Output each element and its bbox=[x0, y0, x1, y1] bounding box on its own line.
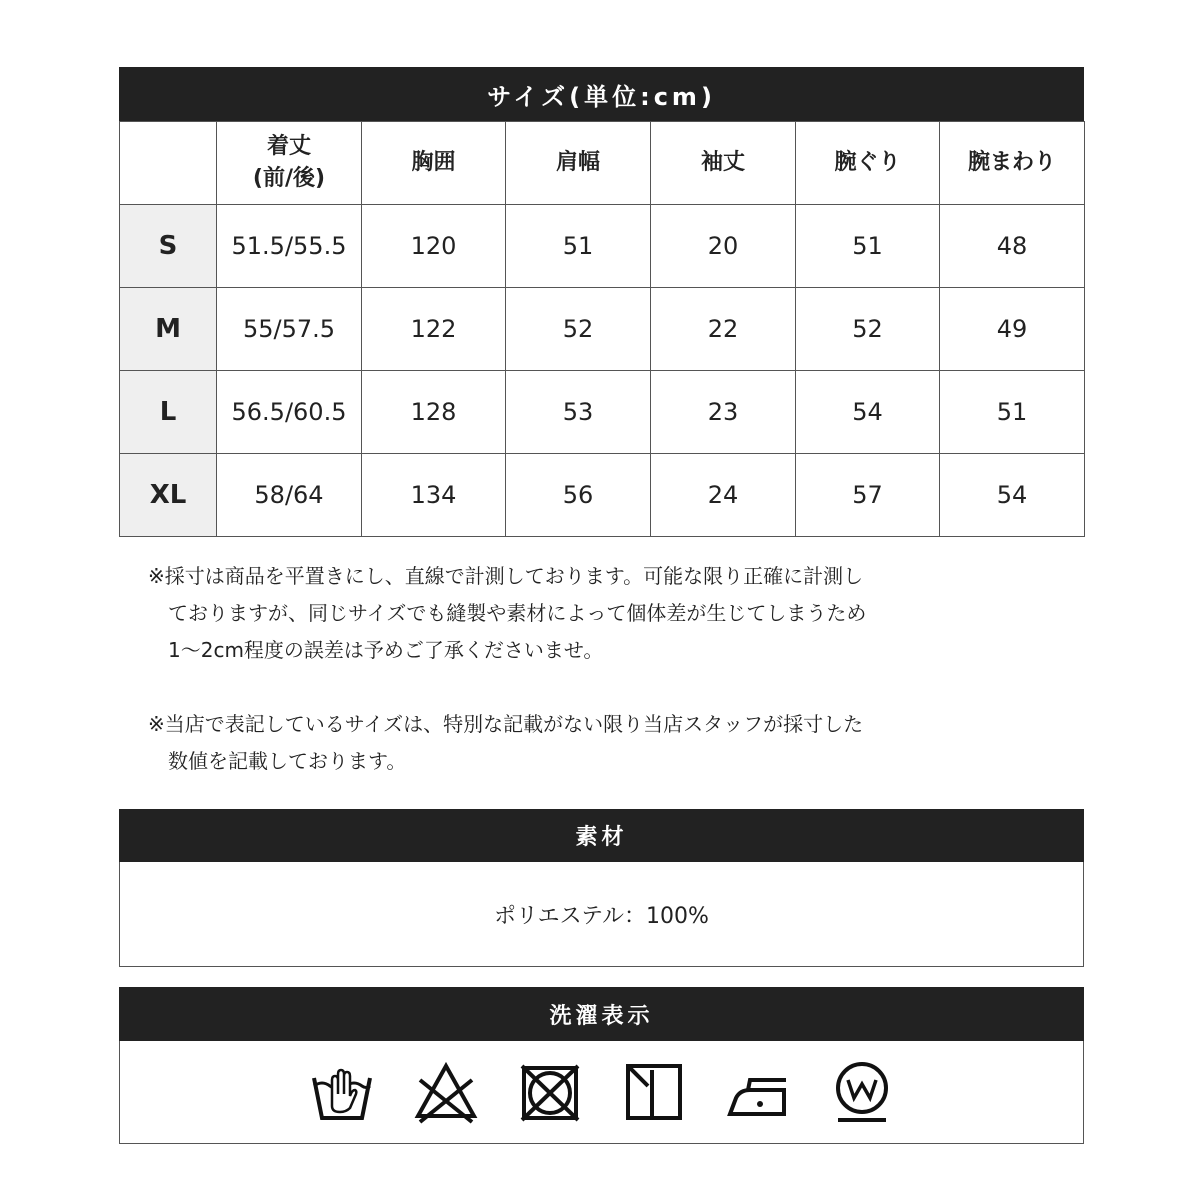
header-cell: 着丈 (前/後) bbox=[217, 122, 362, 205]
low-iron-icon bbox=[726, 1060, 790, 1124]
table-cell: 54 bbox=[940, 454, 1085, 537]
table-cell: 128 bbox=[362, 371, 506, 454]
size-label-cell: XL bbox=[120, 454, 217, 537]
care-symbols-box bbox=[119, 1041, 1084, 1144]
size-label-cell: S bbox=[120, 205, 217, 288]
table-cell: 48 bbox=[940, 205, 1085, 288]
size-notation-note bbox=[148, 706, 1048, 780]
wet-clean-icon bbox=[830, 1060, 894, 1124]
size-label-cell: L bbox=[120, 371, 217, 454]
note-line: 1～2cm程度の誤差は予めご了承くださいませ。 bbox=[148, 638, 604, 662]
care-section-title: 洗濯表示 bbox=[549, 1003, 654, 1029]
size-label-cell: M bbox=[120, 288, 217, 371]
table-cell: 52 bbox=[796, 288, 940, 371]
table-cell: 51.5/55.5 bbox=[217, 205, 362, 288]
table-cell: 23 bbox=[651, 371, 796, 454]
table-cell: 49 bbox=[940, 288, 1085, 371]
note-line: ※採寸は商品を平置きにし、直線で計測しております。可能な限り正確に計測し bbox=[148, 564, 864, 588]
shade-line-dry-icon bbox=[622, 1060, 686, 1124]
note-line: ておりますが、同じサイズでも縫製や素材によって個体差が生じてしまうため bbox=[148, 601, 867, 625]
table-cell: 57 bbox=[796, 454, 940, 537]
table-cell: 56.5/60.5 bbox=[217, 371, 362, 454]
size-section-title: サイズ(単位:cm) bbox=[487, 82, 716, 111]
size-table bbox=[119, 121, 1085, 537]
table-cell: 122 bbox=[362, 288, 506, 371]
table-row bbox=[120, 205, 1085, 288]
table-cell: 51 bbox=[506, 205, 651, 288]
care-section-header bbox=[119, 987, 1084, 1041]
header-cell: 袖丈 bbox=[651, 122, 796, 205]
no-tumble-dry-icon bbox=[518, 1060, 582, 1124]
header-cell: 腕ぐり bbox=[796, 122, 940, 205]
table-cell: 134 bbox=[362, 454, 506, 537]
header-cell: 腕まわり bbox=[940, 122, 1085, 205]
table-cell: 120 bbox=[362, 205, 506, 288]
table-row bbox=[120, 288, 1085, 371]
material-section-title: 素材 bbox=[575, 825, 628, 850]
no-bleach-icon bbox=[414, 1060, 478, 1124]
material-content: ポリエステル：100% bbox=[494, 903, 709, 929]
hand-wash-icon bbox=[310, 1060, 374, 1124]
table-cell: 54 bbox=[796, 371, 940, 454]
header-cell: 胸囲 bbox=[362, 122, 506, 205]
table-cell: 24 bbox=[651, 454, 796, 537]
table-cell: 52 bbox=[506, 288, 651, 371]
table-cell: 53 bbox=[506, 371, 651, 454]
table-header-row bbox=[120, 122, 1085, 205]
table-cell: 22 bbox=[651, 288, 796, 371]
table-row bbox=[120, 371, 1085, 454]
table-cell: 55/57.5 bbox=[217, 288, 362, 371]
table-corner-cell bbox=[120, 122, 217, 205]
note-line: ※当店で表記しているサイズは、特別な記載がない限り当店スタッフが採寸した bbox=[148, 712, 864, 736]
table-cell: 58/64 bbox=[217, 454, 362, 537]
note-line: 数値を記載しております。 bbox=[148, 749, 407, 773]
header-cell: 肩幅 bbox=[506, 122, 651, 205]
table-cell: 51 bbox=[940, 371, 1085, 454]
size-section-header bbox=[119, 67, 1084, 121]
material-box bbox=[119, 862, 1084, 967]
table-cell: 51 bbox=[796, 205, 940, 288]
material-section-header bbox=[119, 809, 1084, 862]
measurement-note bbox=[148, 558, 1048, 669]
table-cell: 56 bbox=[506, 454, 651, 537]
table-row bbox=[120, 454, 1085, 537]
table-cell: 20 bbox=[651, 205, 796, 288]
